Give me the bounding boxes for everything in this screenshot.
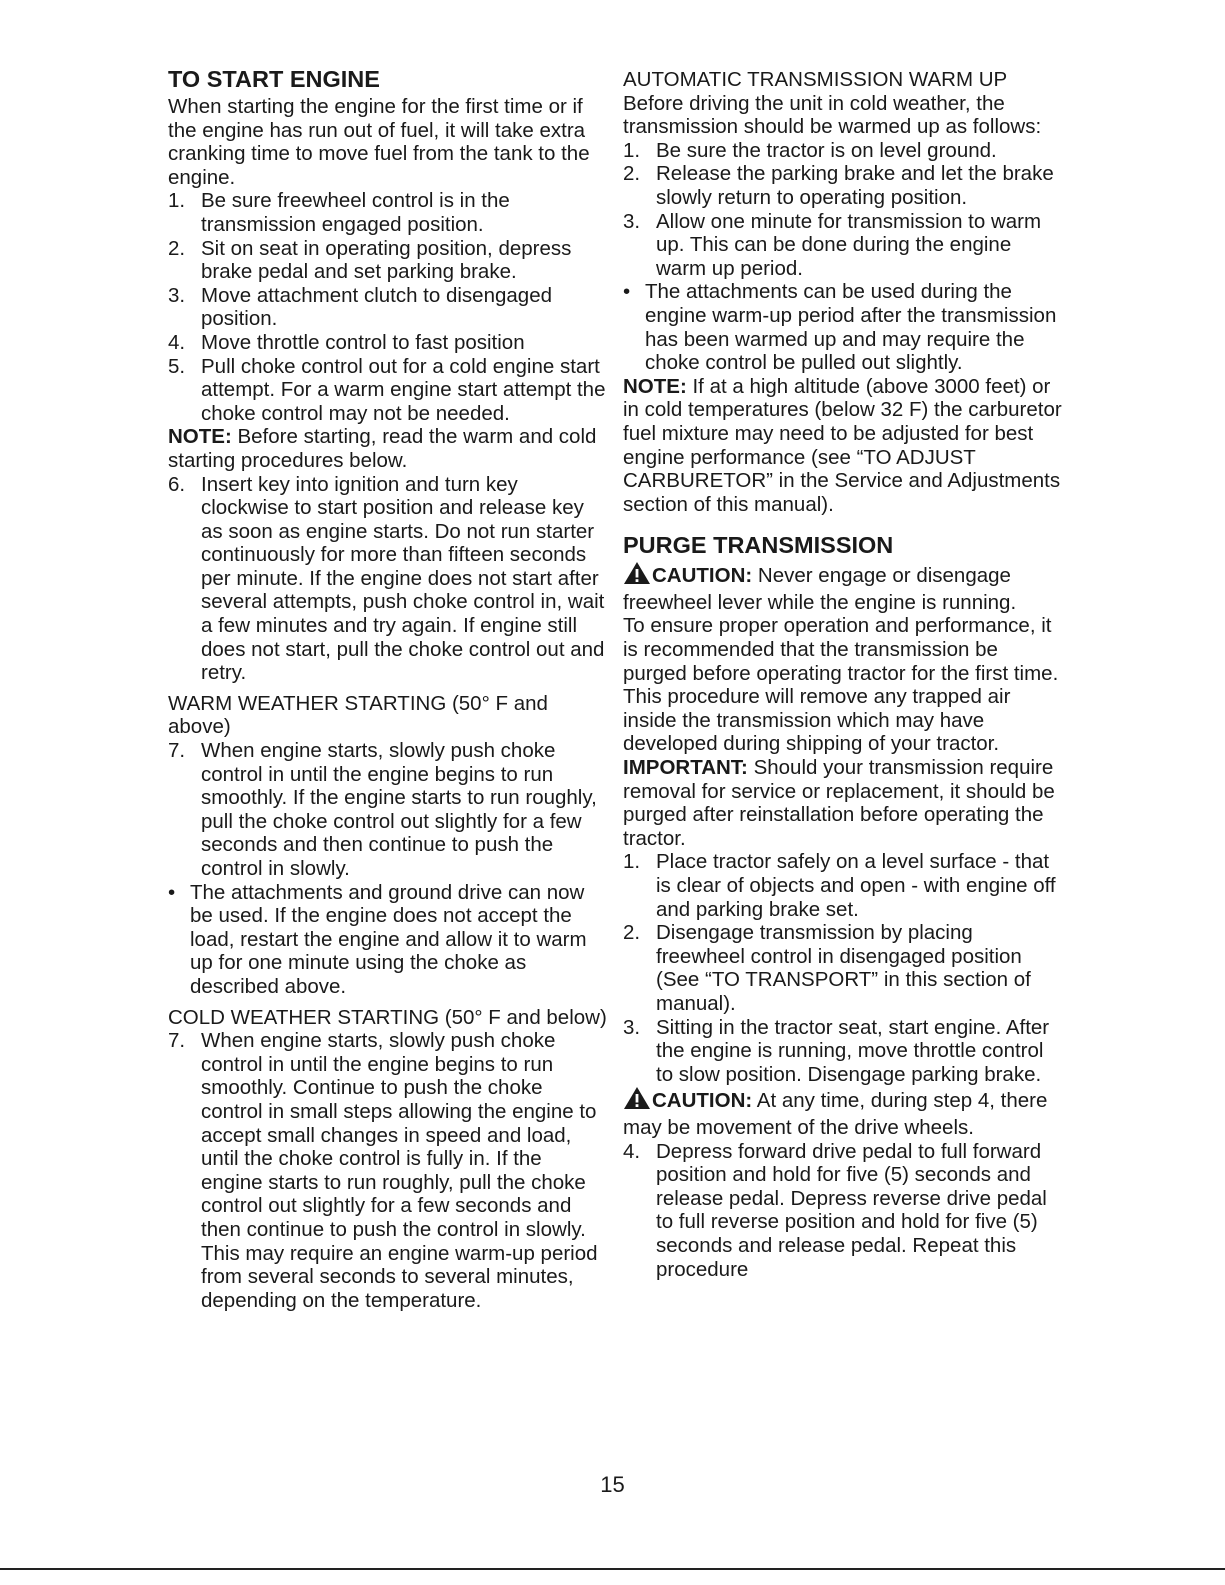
start-note [168,425,608,472]
step-text: Allow one minute for transmission to warm up. This can be done during the engine warm up period. [656,209,1042,280]
step-text: Release the parking brake and let the brake slowly return to operating position. [656,162,1054,209]
step-text: Be sure freewheel control is in the transmission engaged position. [201,189,510,236]
auto-transmission-heading: AUTOMATIC TRANSMISSION WARM UP [623,68,1008,91]
section-title-start-engine: TO START ENGINE [168,66,380,92]
step-text: Disengage transmission by placing freewheel control in disengaged position (See “TO TRANSPORT” in this section of manual). [656,921,1031,1015]
note-text: Before starting, read the warm and cold starting procedures below. [168,425,597,472]
step-text: Move attachment clutch to disengaged position. [201,283,552,331]
caution-label: CAUTION: [652,564,753,588]
warning-triangle-icon [623,561,651,591]
list-item [623,1016,1063,1087]
important-label: IMPORTANT: [623,756,748,780]
step-number: 1. [623,138,641,162]
right-column [623,66,1063,1281]
list-item [623,921,1063,1015]
step-text: Be sure the tractor is on level ground. [656,138,997,162]
step-text: Place tractor safely on a level surface - that is clear of objects and open - with engine off and parking brake set. [656,850,1056,921]
step-text: Sitting in the tractor seat, start engine. After the engine is running, move throttle control to slow position. Disengage parking brake. [656,1015,1050,1086]
caution-text: At any time, during step 4, there may be movement of the drive wheels. [623,1089,1048,1139]
step-number: 3. [623,209,641,233]
step-number: 1. [623,850,641,874]
note-label: NOTE: [623,374,687,398]
warning-triangle-icon [623,1086,651,1116]
step-number: 2. [623,162,641,186]
left-column [168,66,608,1312]
section-title-purge-transmission: PURGE TRANSMISSION [623,532,894,559]
list-item [623,1140,1063,1282]
step-text: Insert key into ignition and turn key clockwise to start position and release key as soon as engine starts. Do not run starter continuously for more than fifteen seconds per minute. If the engine does not start after several attempts, push choke control in, wait a few minutes and try again. If engine still does not start, pull the choke control out and retry. [201,472,605,685]
list-item [168,739,608,881]
bullet-text: The attachments can be used during the engine warm-up period after the transmission has been warmed up and may require the choke control be pulled out slightly. [645,280,1057,375]
important-text: Should your transmission require removal for service or replacement, it should be purged after reinstallation before operating the tractor. [623,756,1055,850]
bullet-text: The attachments and ground drive can now be used. If the engine does not accept the load, restart the engine and allow it to warm up for one minute using the choke as described above. [190,880,587,998]
carburetor-note [623,375,1063,517]
list-item [168,1029,608,1312]
list-item [168,355,608,426]
caution-freewheel [623,561,1063,614]
caution-text: Never engage or disengage freewheel lever while the engine is running. [623,564,1017,614]
step-text: When engine starts, slowly push choke control in until the engine begins to run smoothly. Continue to push the choke control in small steps allowing the engine to accept small changes in speed and load, until the choke control is fully in. If the engine starts to run roughly, pull the choke control out slightly for a few seconds and then continue to push the control in slowly. This may require an engine warm-up period from several seconds to several minutes, depending on the temperature. [201,1029,598,1312]
bullet-mark: • [623,280,631,304]
important-note [623,756,1063,850]
list-item [623,162,1063,209]
list-item [168,473,608,685]
step-text: Depress forward drive pedal to full forward position and hold for five (5) seconds and release pedal. Depress reverse drive pedal to full reverse position and hold for five (5) seconds and release pedal. Repeat this procedure [656,1139,1047,1281]
step-number: 1. [168,189,186,213]
step-number: 5. [168,354,186,378]
auto-transmission-intro: Before driving the unit in cold weather, the transmission should be warmed up as follows: [623,91,1042,139]
list-item [168,331,608,355]
step-number: 3. [168,283,186,307]
list-item [168,189,608,236]
step-number: 4. [168,330,186,354]
bottom-divider [0,1568,1225,1570]
step-number: 7. [168,1029,186,1053]
page-number: 15 [600,1472,625,1497]
purge-intro: To ensure proper operation and performance, it is recommended that the transmission be purged before operating tractor for the first time. This procedure will remove any trapped air inside the transmission which may have developed during shipping of your tractor. [623,614,1059,756]
step-number: 3. [623,1015,641,1039]
step-number: 6. [168,472,186,496]
note-label: NOTE: [168,425,232,449]
step-text: When engine starts, slowly push choke control in until the engine begins to run smoothly. If the engine starts to run roughly, pull the choke control out slightly for a few seconds and then continue to push the control in slowly. [201,739,597,880]
bullet-item [623,280,1063,374]
warm-weather-heading: WARM WEATHER STARTING (50° F and above) [168,691,548,739]
bullet-mark: • [168,880,176,904]
note-text: If at a high altitude (above 3000 feet) or in cold temperatures (below 32 F) the carburetor fuel mixture may need to be adjusted for best engine performance (see “TO ADJUST CARBURETOR” in the Service and Adjustments section of this manual). [623,374,1062,516]
list-item [623,210,1063,281]
cold-weather-heading: COLD WEATHER STARTING (50° F and below) [168,1005,607,1029]
caution-drive-wheels [623,1086,1063,1139]
step-number: 2. [168,236,186,260]
step-number: 7. [168,739,186,763]
caution-label: CAUTION: [652,1089,753,1113]
step-text: Sit on seat in operating position, depress brake pedal and set parking brake. [201,236,572,284]
step-text: Pull choke control out for a cold engine start attempt. For a warm engine start attempt the choke control may not be needed. [201,354,606,425]
start-steps [168,189,608,425]
start-engine-intro: When starting the engine for the first time or if the engine has run out of fuel, it will take extra cranking time to move fuel from the tank to the engine. [168,95,590,189]
step-number: 2. [623,921,641,945]
list-item [623,139,1063,163]
list-item [168,284,608,331]
list-item [623,850,1063,921]
list-item [168,237,608,284]
step-number: 4. [623,1139,641,1163]
bullet-item [168,881,608,999]
step-text: Move throttle control to fast position [201,330,525,354]
